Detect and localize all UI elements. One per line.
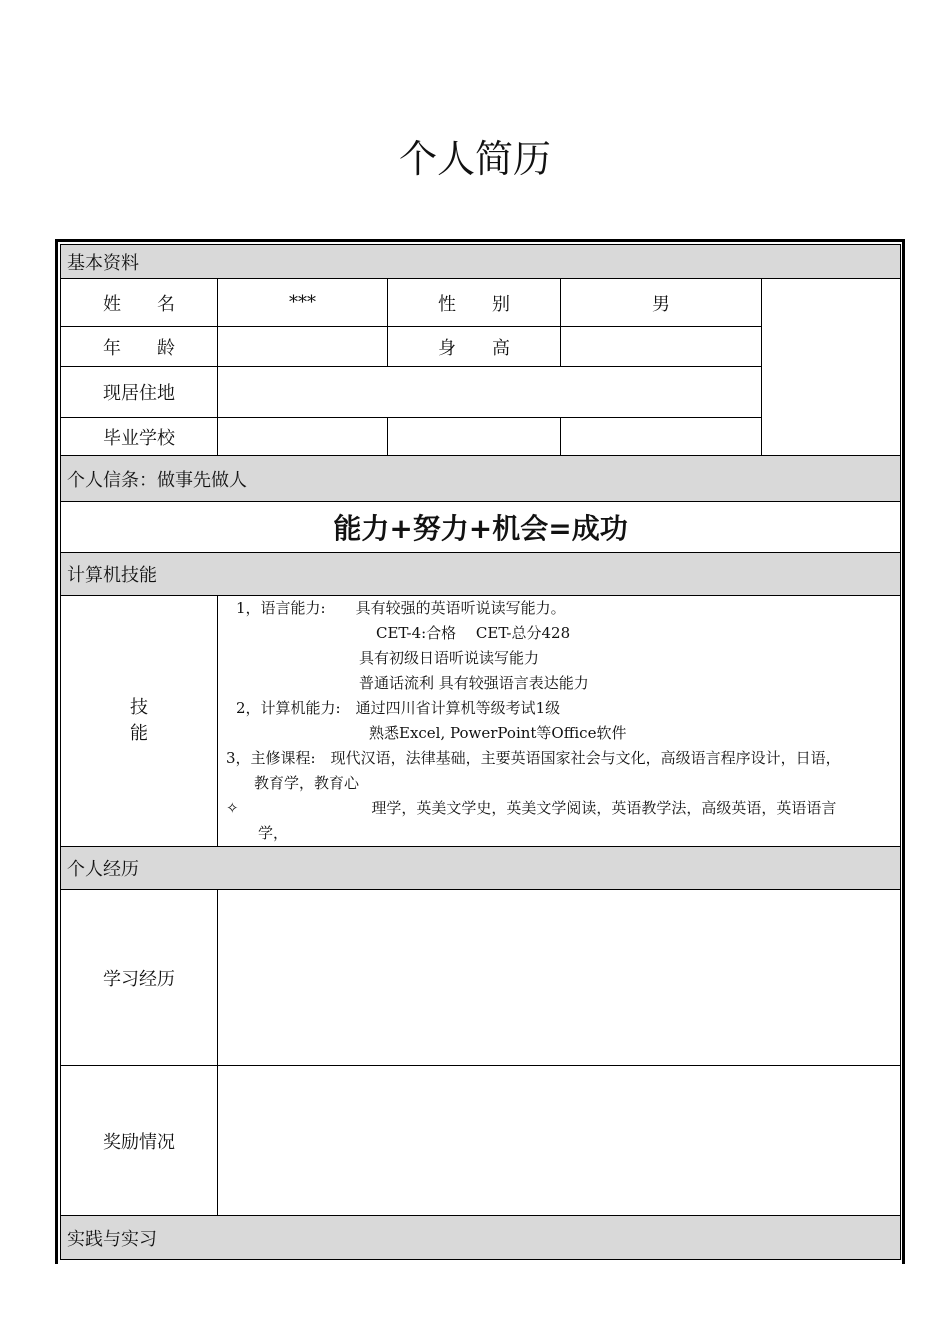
school-label: 毕业学校 [61, 418, 218, 456]
skill-line: CET-4:合格 CET-总分428 [376, 624, 571, 642]
skills-label-char-2: 能 [130, 723, 148, 744]
school-value-3[interactable] [561, 418, 762, 456]
awards-content[interactable] [218, 1066, 901, 1216]
age-label: 年 龄 [61, 327, 218, 367]
page-title: 个人简历 [398, 137, 551, 181]
school-value-1[interactable] [218, 418, 388, 456]
name-value[interactable]: *** [218, 279, 388, 327]
resume-table [60, 244, 901, 1260]
frame-left [55, 239, 58, 1264]
residence-value[interactable] [218, 367, 762, 418]
frame-right [902, 239, 905, 1264]
study-content[interactable] [218, 890, 901, 1066]
skills-content [218, 596, 901, 847]
skill-line-wrap [226, 796, 894, 821]
awards-label: 奖励情况 [61, 1066, 218, 1216]
study-label: 学习经历 [61, 890, 218, 1066]
section-computer: 计算机技能 [61, 553, 901, 596]
name-label: 姓 名 [61, 279, 218, 327]
diamond-icon: ✧ [226, 799, 239, 817]
gender-label: 性 别 [388, 279, 561, 327]
height-label: 身 高 [388, 327, 561, 367]
skills-label-char-1: 技 [130, 697, 148, 718]
photo-cell [762, 279, 901, 456]
skill-line: 具有初级日语听说读写能力 [359, 649, 540, 667]
skills-label [61, 596, 218, 847]
skill-line: 1，语言能力: 具有较强的英语听说读写能力。 [236, 599, 566, 617]
skill-line: 理学，英美文学史，英美文学阅读，英语教学法，高级英语，英语语言 [371, 799, 837, 817]
skill-line: 学， [258, 824, 289, 842]
residence-label: 现居住地 [61, 367, 218, 418]
section-motto: 个人信条：做事先做人 [61, 456, 901, 502]
section-practice: 实践与实习 [61, 1216, 901, 1260]
section-basic: 基本资料 [61, 245, 901, 279]
section-experience: 个人经历 [61, 847, 901, 890]
skill-line: 普通话流利 具有较强语言表达能力 [359, 674, 589, 692]
motto-banner: 能力+努力+机会=成功 [61, 502, 901, 553]
skill-line: 3，主修课程: 现代汉语，法律基础，主要英语国家社会与文化，高级语言程序设计，日语， [226, 749, 841, 767]
frame-top [55, 239, 905, 242]
age-value[interactable] [218, 327, 388, 367]
gender-value[interactable]: 男 [561, 279, 762, 327]
skill-line: 熟悉Excel, PowerPoint等Office软件 [369, 724, 627, 742]
height-value[interactable] [561, 327, 762, 367]
school-value-2[interactable] [388, 418, 561, 456]
skill-line: 2，计算机能力: 通过四川省计算机等级考试1级 [236, 699, 561, 717]
skill-line: 教育学，教育心 [254, 774, 360, 792]
